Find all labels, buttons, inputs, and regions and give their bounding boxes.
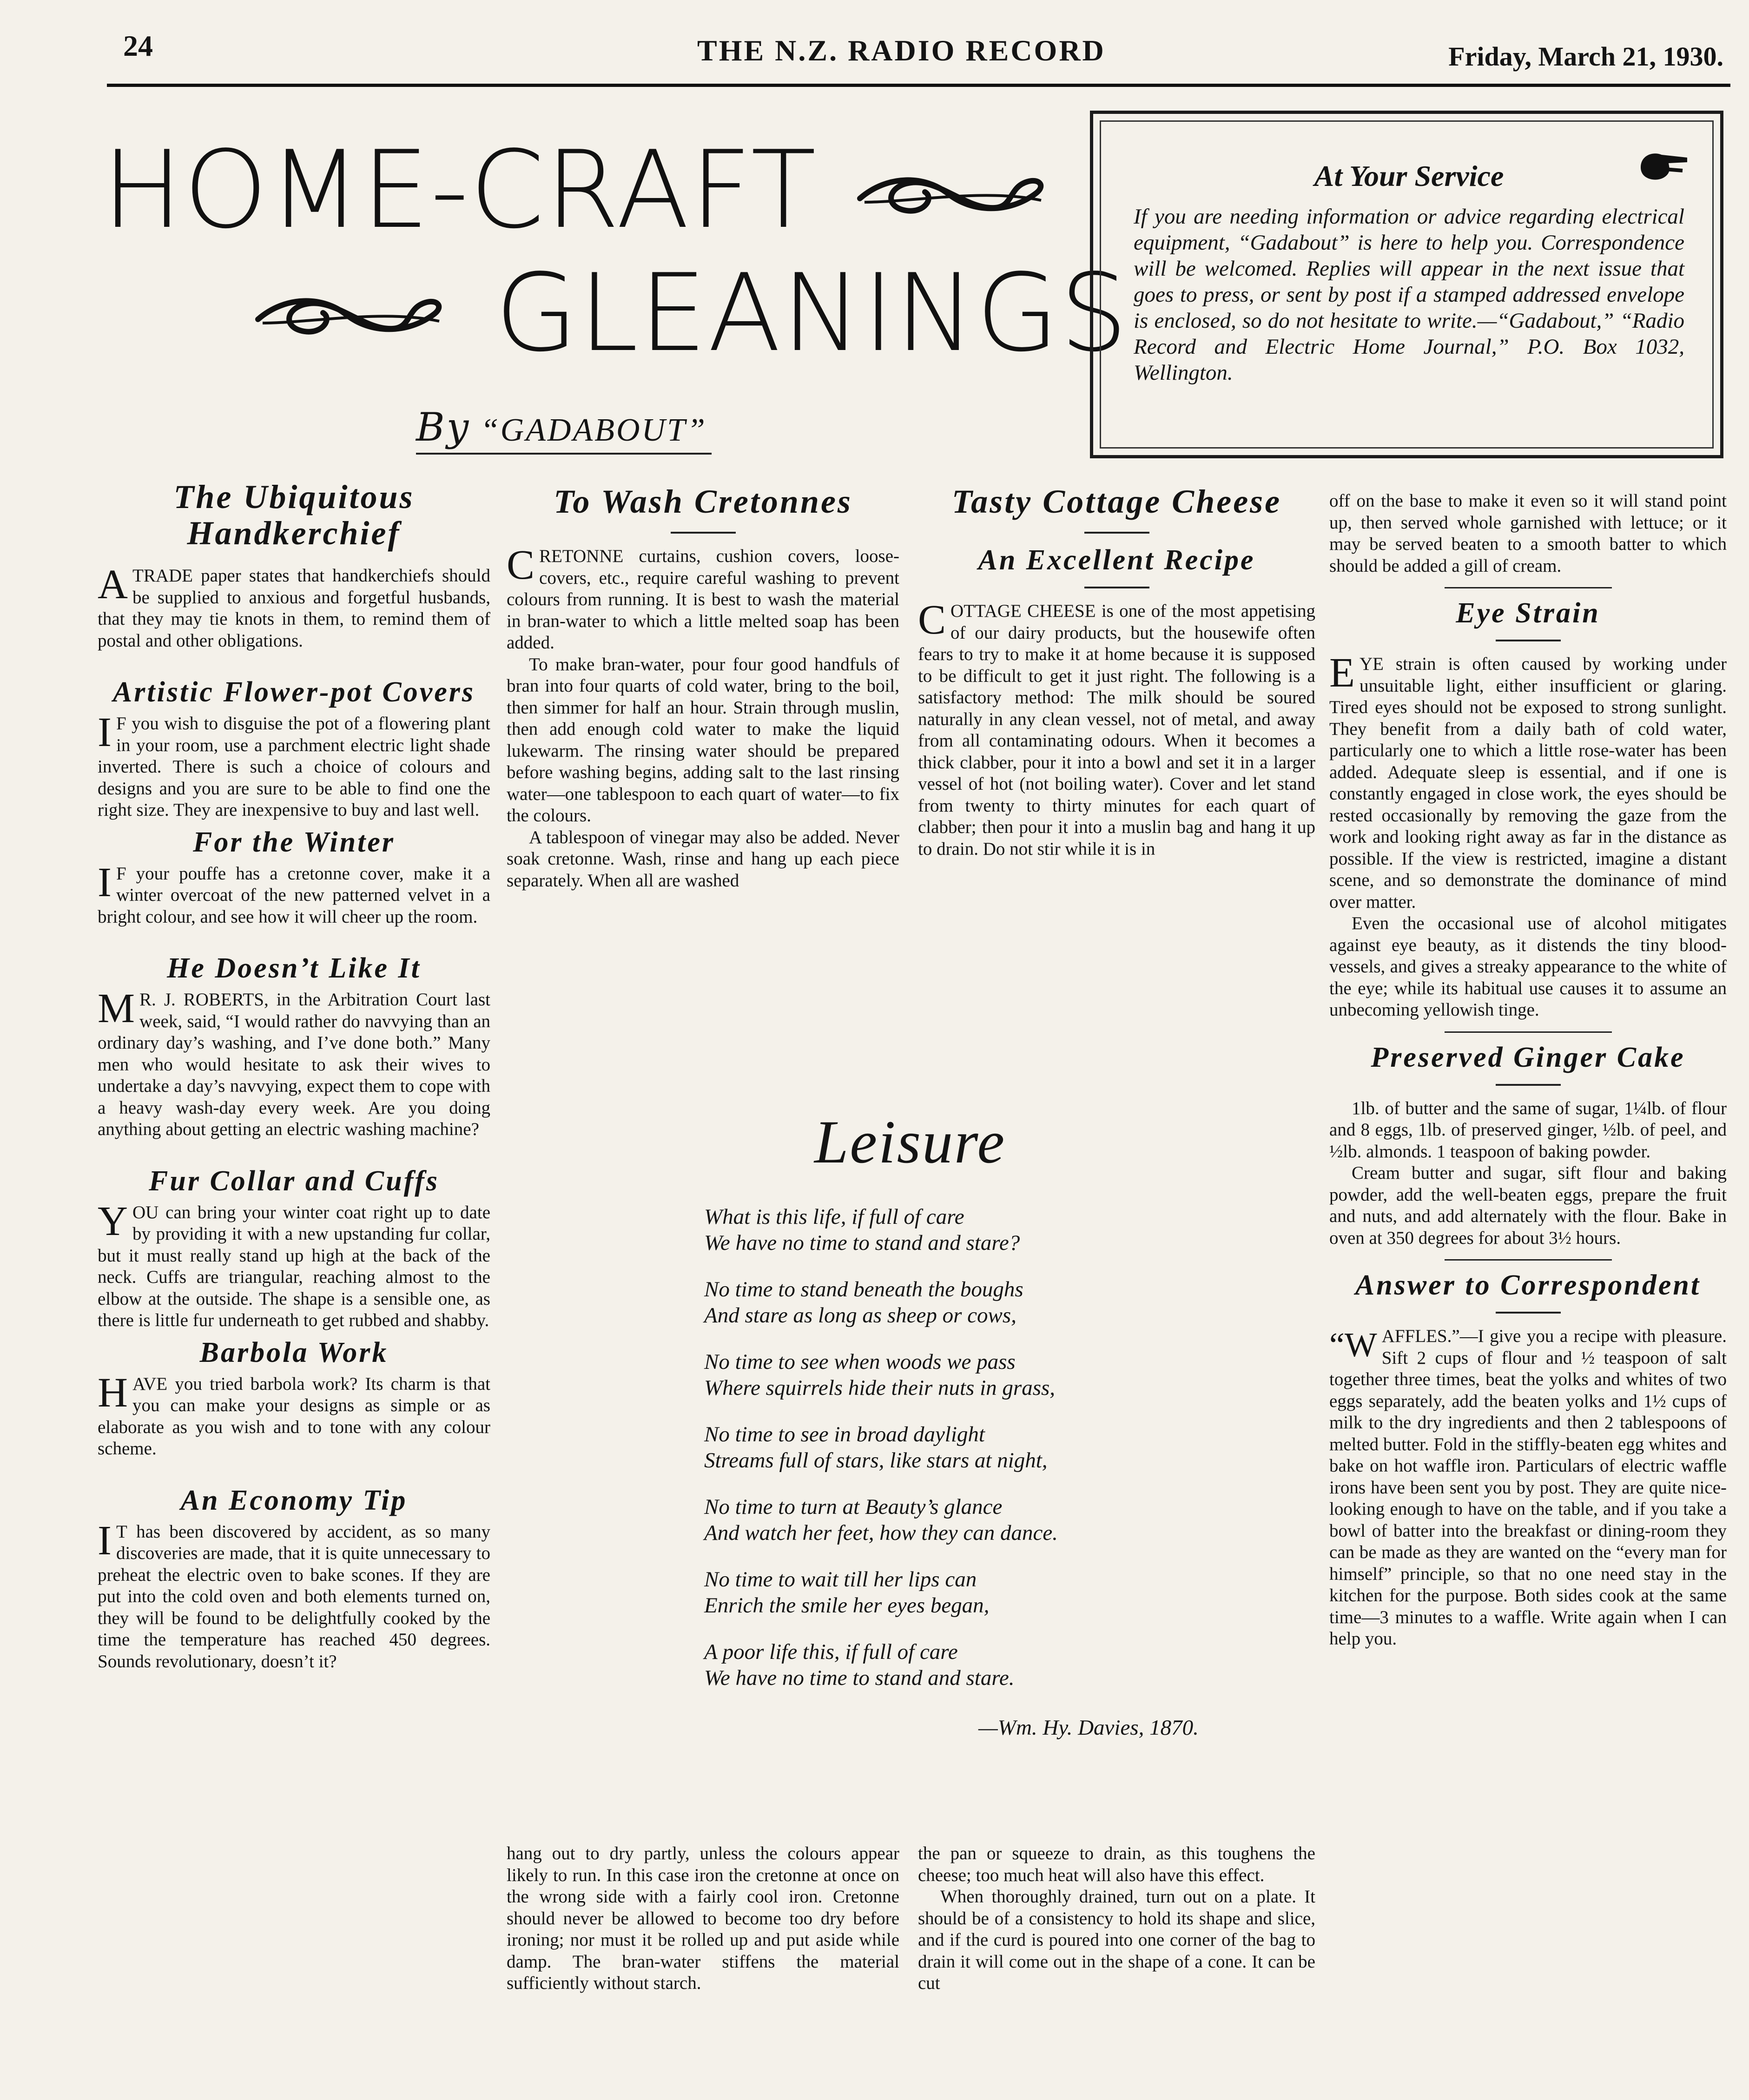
pointing-hand-icon <box>1631 142 1692 188</box>
eye-strain-p2: Even the occasional use of alcohol mitigates against eye beauty, as it distends the tiny blood-vessels, and gives a streaky appearance to the white of the eye; while its habitual use causes it to assume an unbecoming yellowish tinge. <box>1329 913 1727 1020</box>
handkerchief-text <box>98 561 490 652</box>
poem-stanza <box>704 1566 1308 1618</box>
cottage-cheese-p3: When thoroughly drained, turn out on a plate. It should be of a consistency to hold its shape and slice, and if the curd is poured into one corner of the bag to drain it will come out in the shape of a cone. It can be cut <box>918 1887 1315 1993</box>
small-caps: RETONNE <box>539 546 624 566</box>
drop-cap: I <box>98 859 112 905</box>
small-caps: R. J. ROBERTS <box>139 990 264 1010</box>
section-rule <box>1496 1312 1561 1314</box>
winter-title: For the Winter <box>193 826 395 858</box>
poem-line: We have no time to stand and stare. <box>704 1666 1015 1690</box>
poem-line: And stare as long as sheep or cows, <box>704 1303 1016 1327</box>
poem-line: What is this life, if full of care <box>704 1205 964 1229</box>
small-caps: AVE <box>132 1374 168 1394</box>
cretonnes-p3: A tablespoon of vinegar may also be added. Never soak cretonne. Wash, rinse and hang up each piece separately. When all are washed <box>507 827 899 891</box>
poem-title: Leisure <box>814 1108 1006 1176</box>
page-title-line1: HOME-CRAFT <box>102 128 817 252</box>
answer-text <box>1329 1326 1727 1650</box>
fur-collar-title: Fur Collar and Cuffs <box>148 1165 439 1197</box>
poem-line: Enrich the smile her eyes began, <box>704 1593 990 1618</box>
poem-line: And watch her feet, how they can dance. <box>704 1521 1058 1545</box>
byline-by: By <box>416 404 471 450</box>
small-caps: OTTAGE CHEESE <box>950 601 1096 621</box>
flowerpot-title: Artistic Flower-pot Covers <box>112 676 475 708</box>
poem-line: A poor life this, if full of care <box>704 1640 958 1664</box>
cretonnes-p2: To make bran-water, pour four good handfuls of bran into four quarts of cold water, bring to the boil, then simmer for half an hour. Strain through muslin, then add enough cold water to make the liquid lukewarm. The rinsing water should be prepared before washing begins, adding salt to the last rinsing water—one tablespoon to each quart of water—to fix the colours. <box>507 654 899 825</box>
poem-line: No time to see in broad daylight <box>704 1422 985 1446</box>
section-rule <box>1445 1031 1612 1033</box>
drop-cap: A <box>98 561 128 608</box>
drop-cap: I <box>98 1517 112 1564</box>
poem-line: Where squirrels hide their nuts in grass, <box>704 1376 1056 1400</box>
economy-text <box>98 1517 490 1673</box>
drop-cap: “W <box>1329 1326 1377 1364</box>
cretonnes-p4: hang out to dry partly, unless the colours appear likely to run. In this case iron the cretonne at once on the wrong side with a fairly cool iron. Cretonne should never be allowed to become too dry before ironing; nor must it be rolled up and put aside while damp. The bran-water stiffens the material sufficiently without starch. <box>507 1843 899 1993</box>
body-text: is one of the most appetising of our dairy products, but the housewife often fears to try to make it at home because it is supposed to be difficult to get it just right. The following is a satisfactory method: The milk should be soured naturally in any clean vessel, not of metal, and away from all contaminating odours. When it becomes a thick clabber, pour it into a bowl and set it in a larger vessel of hot (not boiling water). Cover and let stand from twenty to thirty minutes for each quart of clabber; then pour it into a muslin bag and hang it up to drain. Do not stir while it is in <box>918 601 1316 859</box>
header-rule <box>107 84 1730 87</box>
poem-line: No time to see when woods we pass <box>704 1350 1016 1374</box>
answer-title: Answer to Correspondent <box>1355 1269 1701 1301</box>
column-2 <box>507 483 899 892</box>
doesnt-like-title: He Doesn’t Like It <box>167 952 421 984</box>
cottage-cheese-title: Tasty Cottage Cheese <box>951 483 1282 520</box>
column-2-continued <box>507 1843 899 1994</box>
section-rule <box>1084 532 1149 534</box>
body-text: F your pouffe has a cretonne cover, make it a winter overcoat of the new patterned velvet in a bright colour, and see how it will cheer up the room. <box>98 863 490 927</box>
section-rule <box>671 532 736 534</box>
doesnt-like-text <box>98 985 490 1141</box>
cretonnes-title: To Wash Cretonnes <box>554 483 852 520</box>
section-rule <box>1445 1259 1612 1261</box>
cottage-cheese-p2: the pan or squeeze to drain, as this toughens the cheese; too much heat will also have this effect. <box>918 1843 1315 1885</box>
drop-cap: E <box>1329 650 1355 696</box>
ginger-cake-title: Preserved Ginger Cake <box>1371 1041 1685 1073</box>
issue-date: Friday, March 21, 1930. <box>1448 41 1723 72</box>
flourish-ornament-icon <box>253 291 449 342</box>
small-caps: TRADE <box>132 566 193 586</box>
page-title-line2: GLEANINGS <box>495 251 1129 376</box>
drop-cap: M <box>98 985 135 1031</box>
body-text: can bring your winter coat right up to date by providing it with a new upstanding fur collar, but it must really stand up high at the back of the neck. Cuffs are triangular, reaching almost to the elbow at the outside. The shape is a sensible one, as there is little fur underneath to get rubbed and shabby. <box>98 1202 490 1330</box>
page-number: 24 <box>123 29 153 62</box>
handkerchief-title: The Ubiquitous Handkerchief <box>173 478 415 552</box>
poem-body <box>704 1204 1308 1711</box>
poem-stanza <box>704 1276 1308 1328</box>
byline <box>416 404 712 455</box>
poem-stanza <box>704 1639 1308 1691</box>
service-box-title: At Your Service <box>1314 159 1504 192</box>
fur-collar-text <box>98 1198 490 1332</box>
body-text: .”—I give you a recipe with pleasure. Sift 2 cups of flour and ½ teaspoon of salt together three times, beat the yolks and whites of two eggs separately, add the beaten yolks and 1½ cups of milk to the dry ingredients and then 2 tablespoons of melted butter. Fold in the stiffly-beaten egg whites and bake on hot waffle iron. Particulars of electric waffle irons have been sent you by post. They are quite nice-looking enough to have on the table, and if you take a bowl of batter into the breakfast or dining-room they can be made as they are wanted on the “every man for himself” principle, so that no one need stay in the kitchen for the purpose. Both sides cook at the same time—3 minutes to a waffle. Write again when I can help you. <box>1329 1326 1727 1649</box>
column-3-continued <box>918 1843 1315 1994</box>
service-box <box>1090 111 1723 458</box>
drop-cap: C <box>918 597 946 643</box>
cretonnes-p1 <box>507 542 899 654</box>
barbola-text <box>98 1369 490 1460</box>
small-caps: YE <box>1359 654 1384 674</box>
poem-stanza <box>704 1494 1308 1546</box>
poem-line: No time to wait till her lips can <box>704 1567 977 1592</box>
drop-cap: H <box>98 1369 128 1416</box>
barbola-title: Barbola Work <box>199 1336 389 1368</box>
ginger-cake-p1: 1lb. of butter and the same of sugar, 1¼lb. of flour and 8 eggs, 1lb. of preserved ginger, ½lb. of peel, and ½lb. almonds. 1 teaspoon of baking powder. <box>1329 1098 1727 1162</box>
small-caps: AFFLES <box>1381 1326 1447 1346</box>
drop-cap: C <box>507 542 535 588</box>
section-rule <box>1445 587 1612 588</box>
body-text: has been discovered by accident, as so many discoveries are made, that it is quite unnecessary to preheat the electric oven to bake scones. If they are put into the cold oven and both elements turned on, they will be found to be delightfully cooked by the time the temperature has reached 450 degrees. Sounds revolutionary, doesn’t it? <box>98 1521 490 1671</box>
body-text: curtains, cushion covers, loose-covers, etc., require careful washing to prevent colours from running. It is best to wash the material in bran-water to which a little melted soap has been added. <box>507 546 899 653</box>
poem-stanza <box>704 1204 1308 1256</box>
cottage-cheese-subtitle: An Excellent Recipe <box>978 544 1255 576</box>
drop-cap: I <box>98 709 112 755</box>
service-box-inner <box>1100 120 1714 449</box>
winter-text <box>98 859 490 928</box>
poem-stanza <box>704 1349 1308 1401</box>
column-1 <box>98 479 490 1672</box>
economy-title: An Economy Tip <box>180 1484 408 1516</box>
body-text: F you wish to disguise the pot of a flowering plant in your room, use a parchment electric light shade inverted. There is such a choice of colours and designs and you are sure to be able to find one the right size. They are inexpensive to buy and last well. <box>98 713 490 820</box>
small-caps: T <box>116 1521 127 1542</box>
column-4 <box>1329 490 1727 1650</box>
poem-line: We have no time to stand and stare? <box>704 1231 1020 1255</box>
column-3 <box>918 483 1315 860</box>
eye-strain-title: Eye Strain <box>1456 597 1600 629</box>
section-rule <box>1496 640 1561 641</box>
section-rule <box>1496 1084 1561 1086</box>
byline-name: “GADABOUT” <box>480 412 707 448</box>
flowerpot-text <box>98 709 490 821</box>
section-rule <box>1084 587 1149 588</box>
poem-line: Streams full of stars, like stars at night, <box>704 1448 1048 1473</box>
cottage-cheese-p1 <box>918 597 1316 860</box>
drop-cap: Y <box>98 1198 128 1244</box>
masthead: THE N.Z. RADIO RECORD <box>697 34 1106 67</box>
body-text: , in the Arbitration Court last week, said, “I would rather do navvying than an ordinary day’s washing, and I’ve done both.” Many men who would hesitate to ask their wives to undertake a day’s navvying, expect them to cope with a heavy wash-day every week. Are you doing anything about getting an electric washing machine? <box>98 990 490 1139</box>
poem-line: No time to turn at Beauty’s glance <box>704 1495 1003 1519</box>
body-text: paper states that handkerchiefs should be supplied to anxious and forgetful husbands, that they may tie knots in them, to remind them of postal and other obligations. <box>98 566 490 651</box>
body-text: you tried barbola work? Its charm is that you can make your designs as simple or as elaborate as you wish and to tone with any colour scheme. <box>98 1374 490 1459</box>
poem-stanza <box>704 1421 1308 1473</box>
eye-strain-p1 <box>1329 650 1727 913</box>
flourish-ornament-icon <box>855 170 1050 221</box>
poem-author: —Wm. Hy. Davies, 1870. <box>978 1716 1199 1740</box>
small-caps: OU <box>132 1202 159 1222</box>
service-box-body: If you are needing information or advice regarding electrical equipment, “Gadabout” is here to help you. Correspondence will be welcomed. Replies will appear in the next issue that goes to press, or sent by post if a stamped addressed envelope is enclosed, so do not hesitate to write.—“Gadabout,” “Radio Record and Electric Home Journal,” P.O. Box 1032, Wellington. <box>1134 205 1684 385</box>
body-text: strain is often caused by working under unsuitable light, either insufficient or glaring. Tired eyes should not be exposed to strong sunlight. They benefit from a daily bath of cold water, particularly one to which a little rose-water has been added. Adequate sleep is essential, and if one is constantly engaged in close work, the eyes should be rested occasionally by removing the gaze from the work and looking right away as far in the distance as possible. If the view is restricted, imagine a distant scene, and so demonstrate the dominance of mind over matter. <box>1329 654 1727 912</box>
cottage-cheese-continued: off on the base to make it even so it will stand point up, then served whole garnished with lettuce; or it may be served beaten to a smooth batter to which should be added a gill of cream. <box>1329 491 1727 576</box>
poem-line: No time to stand beneath the boughs <box>704 1277 1023 1301</box>
ginger-cake-p2: Cream butter and sugar, sift flour and baking powder, add the well-beaten eggs, prepare the fruit and nuts, and add alternately with the flour. Bake in oven at 350 degrees for about 3½ hours. <box>1329 1163 1727 1248</box>
